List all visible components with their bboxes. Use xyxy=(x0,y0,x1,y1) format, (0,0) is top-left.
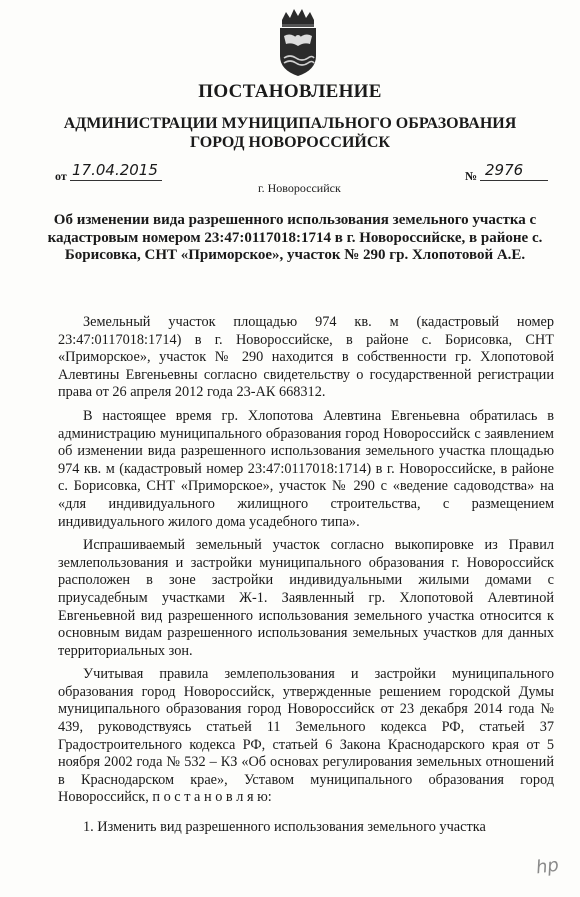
city-line: г. Новороссийск xyxy=(258,181,341,195)
issuer-line-1: АДМИНИСТРАЦИИ МУНИЦИПАЛЬНОГО ОБРАЗОВАНИЯ xyxy=(63,115,517,132)
number-underline xyxy=(480,180,548,181)
document-number: 2976 xyxy=(485,161,524,179)
date-prefix: от xyxy=(55,169,67,183)
document-title: Об изменении вида разрешенного использования земельного участка с кадастровым номером 23:47:0117018:1714 в г. Новороссийске, в районе с. Борисовка, СНТ «Приморское», участок № 290 гр. Хлопотовой А.Е. xyxy=(47,212,543,263)
paragraph-1: Земельный участок площадью 974 кв. м (кадастровый номер 23:47:0117018:1714) в г. Новороссийске, в районе с. Борисовка, СНТ «Приморское», участок № 290 находится в собственности гр. Хлопотовой Алевтины Евгеньевны согласно свидетельству о государственной регистрации права от 26 апреля 2012 года 23-АК 668312. xyxy=(58,314,554,401)
date-underline xyxy=(70,180,162,181)
paragraph-4: Учитывая правила землепользования и застройки муниципального образования город Новороссийск, утвержденные решением городской Думы муниципального образования город Новороссийск от 23 декабря 2014 года № 439, руководствуясь статьей 11 Земельного кодекса РФ, статьей 37 Градостроительного кодекса РФ, статьей 6 Закона Краснодарского края от 5 ноября 2002 года № 532 – КЗ «Об основах регулирования земельных отношений в Краснодарском крае», Уставом муниципального образования город Новороссийск, п о с т а н о в л я ю: xyxy=(58,666,554,806)
document-type-heading: ПОСТАНОВЛЕНИЕ xyxy=(198,81,382,102)
document-body xyxy=(58,314,554,843)
issuer-line-2: ГОРОД НОВОРОССИЙСК xyxy=(189,134,391,151)
paragraph-3: Испрашиваемый земельный участок согласно выкопировке из Правил землепользования и застройки муниципального образования г. Новороссийск расположен в зоне застройки индивидуальными жилыми домами с приусадебным участками Ж-1. Заявленный гр. Хлопотовой Алевтиной Евгеньевной вид разрешенного использования земельного участка относится к основным видам разрешенного использования земельных участков для данных территориальных зон. xyxy=(58,537,554,659)
number-prefix: № xyxy=(465,169,478,183)
paragraph-2: В настоящее время гр. Хлопотова Алевтина Евгеньевна обратилась в администрацию муниципального образования город Новороссийск с заявлением об изменении вида разрешенного использования земельного участка площадью 974 кв. м (кадастровый номер 23:47:0117018:1714) в г. Новороссийске, в районе с. Борисовка, СНТ «Приморское», участок № 290 с «ведение садоводства» на «для индивидуального жилищного строительства, с размещением индивидуального жилого дома усадебного типа». xyxy=(58,407,554,530)
resolution-item-1: 1. Изменить вид разрешенного использования земельного участка xyxy=(83,819,486,836)
document-date: 17.04.2015 xyxy=(72,161,158,179)
city-emblem xyxy=(276,6,320,78)
margin-handwritten-mark: hp xyxy=(534,854,561,879)
